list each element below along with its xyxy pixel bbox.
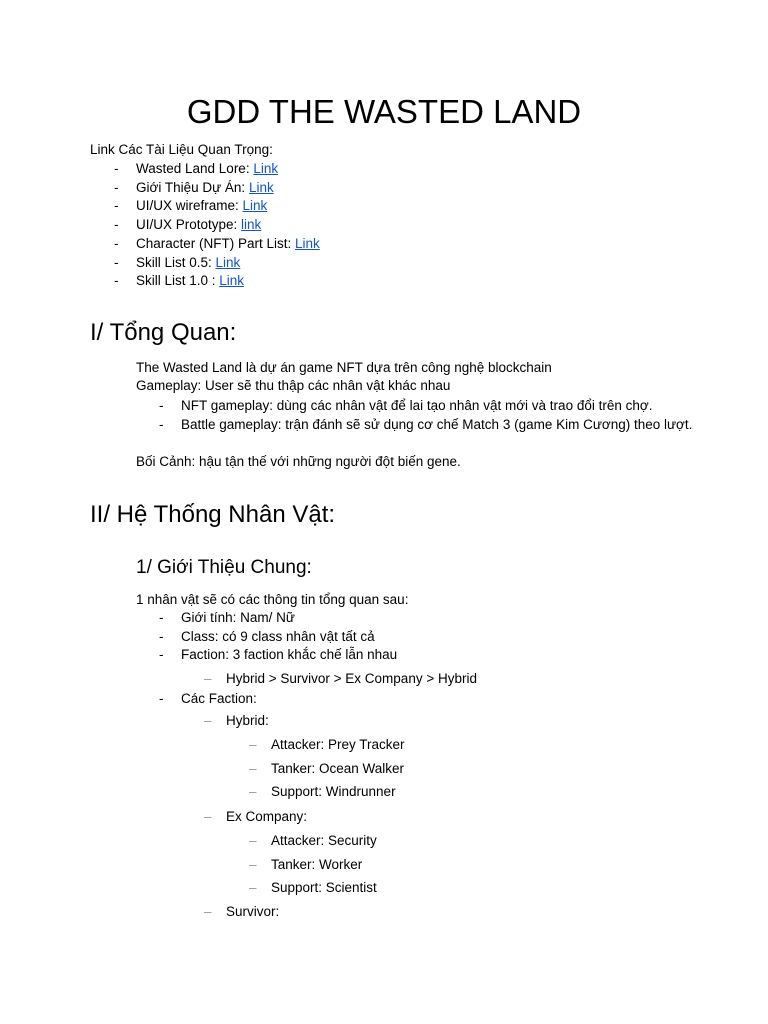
skill-list-05-link[interactable]: Link [215,254,241,270]
link-item: - Character (NFT) Part List: Link [114,235,320,251]
overview-line: Gameplay: User sẽ thu thập các nhân vật khác nhau [136,378,451,393]
links-list [114,160,320,291]
faction-members [249,832,377,898]
list-item: - Giới tính: Nam/ Nữ [159,610,295,625]
link-item: - UI/UX Prototype: link [114,217,262,233]
member-item: – Support: Scientist [249,880,377,896]
faction-cycle-list [204,670,477,689]
list-item: - NFT gameplay: dùng các nhân vật để lai tạo nhân vật mới và trao đổi trên chợ. [159,398,653,413]
list-item: – Hybrid > Survivor > Ex Company > Hybrid [204,671,477,686]
faction-list [204,808,308,827]
faction-item: – Survivor: [204,904,280,919]
link-item: - Skill List 0.5: Link [114,254,241,270]
link-item: - Giới Thiệu Dự Án: Link [114,179,274,195]
faction-item: – Ex Company: [204,809,308,824]
member-item: – Tanker: Worker [249,856,363,872]
lore-link[interactable]: Link [253,161,279,176]
subheading-intro: 1/ Giới Thiệu Chung: [136,557,312,578]
faction-list [204,903,280,922]
factions-label-list [159,690,257,709]
project-intro-link[interactable]: Link [248,179,274,195]
overview-line: The Wasted Land là dự án game NFT dựa trên công nghệ blockchain [136,360,552,375]
faction-item: – Hybrid: [204,713,269,728]
member-item: – Attacker: Prey Tracker [249,737,405,752]
list-item: - Battle gameplay: trận đánh sẽ sử dụng cơ chế Match 3 (game Kim Cương) theo lượt. [159,416,693,432]
list-item: - Các Faction: [159,691,257,706]
attribute-list [159,609,398,665]
wireframe-link[interactable]: Link [242,198,268,214]
link-item: - UI/UX wireframe: Link [114,198,268,214]
list-item: - Class: có 9 class nhân vật tất cả [159,628,375,644]
part-list-link[interactable]: Link [295,235,320,251]
document-title: GDD THE WASTED LAND [186,93,582,130]
member-item: – Attacker: Security [249,833,377,848]
list-item: - Faction: 3 faction khắc chế lẫn nhau [159,647,398,663]
gameplay-list [159,397,701,434]
overview-line: Bối Cảnh: hậu tận thế với những người đột biến gene. [136,454,461,469]
skill-list-10-link[interactable]: Link [219,273,245,289]
link-item: - Wasted Land Lore: Link [114,161,279,176]
member-item: – Support: Windrunner [249,784,396,800]
link-item: - Skill List 1.0 : Link [114,273,245,289]
prototype-link[interactable]: link [241,217,262,233]
member-item: – Tanker: Ocean Walker [249,760,405,776]
intro-line: 1 nhân vật sẽ có các thông tin tổng quan sau: [136,592,409,607]
section-heading-overview: I/ Tổng Quan: [90,319,237,346]
section-heading-characters: II/ Hệ Thống Nhân Vật: [90,501,336,528]
links-intro: Link Các Tài Liệu Quan Trọng: [90,142,273,157]
faction-list [204,712,269,731]
faction-members [249,736,405,802]
